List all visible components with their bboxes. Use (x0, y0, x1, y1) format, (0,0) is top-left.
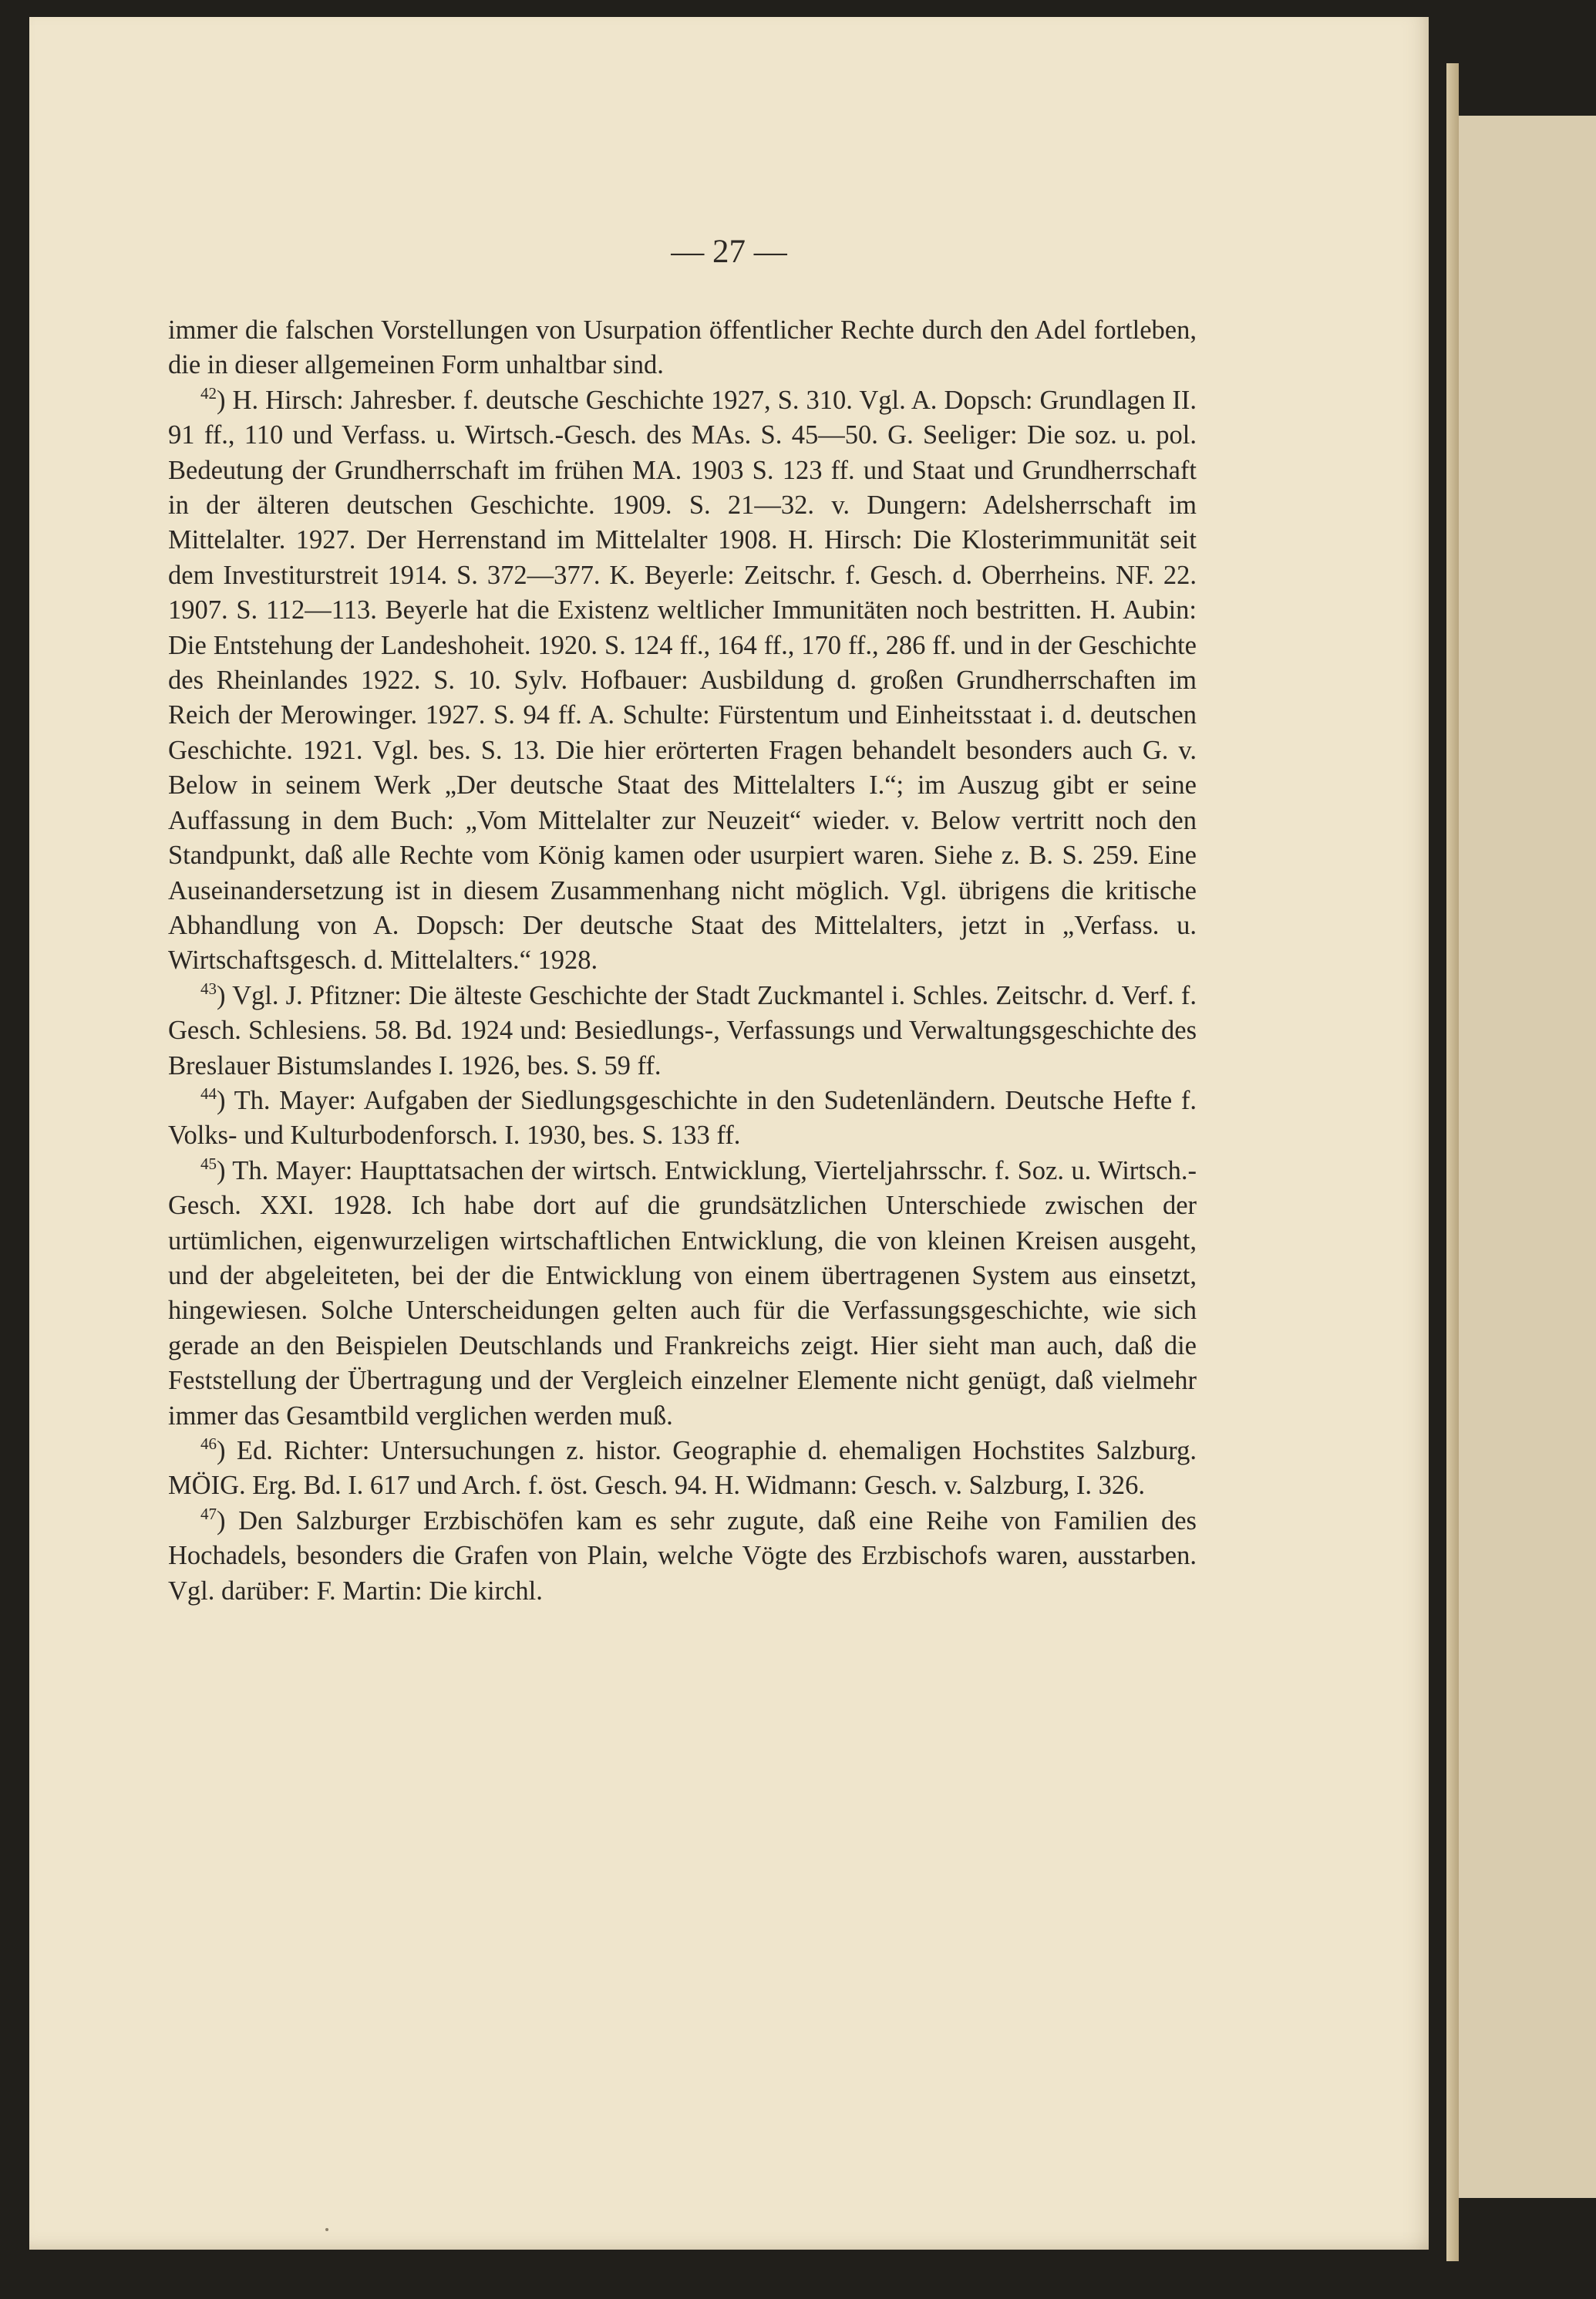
footnote-text: Ed. Richter: Untersuchungen z. histor. Geographie d. ehemaligen Hochstites Salzburg. MÖIG. Erg. Bd. I. 617 und Arch. f. öst. Gesch. 94. H. Widmann: Gesch. v. Salzburg, I. 326. (168, 1436, 1197, 1501)
footnote-number: 47 (200, 1504, 217, 1523)
footnote-number: 43 (200, 979, 217, 998)
footnote-42: $^{42}$) H. Hirsch: Jahresber. f. deutsche Geschichte 1927, S. 310. Vgl. A. Dopsch: Grundlagen II. 91 ff., 110 und Verfass. u. Wirtsch.-Gesch. des MAs. S. 45—50. G. Seeliger: Die soz. u. pol. Bedeutung der Grundherrschaft im frühen MA. 1903 S. 123 ff. und Staat und Grundherrschaft in der älteren deutschen Geschichte. 1909. S. 21—32. v. Dungern: Adelsherrschaft im Mittelalter. 1927. Der Herrenstand im Mittelalter 1908. H. Hirsch: Die Klosterimmunität seit dem Investiturstreit 1914. S. 372—377. K. Beyerle: Zeitschr. f. Gesch. d. Oberrheins. NF. 22. 1907. S. 112—113. Beyerle hat die Existenz weltlicher Immunitäten noch bestritten. H. Aubin: Die Entstehung der Landeshoheit. 1920. S. 124 ff., 164 ff., 170 ff., 286 ff. und in der Geschichte des Rheinlandes 1922. S. 10. Sylv. Hofbauer: Ausbildung d. großen Grundherrschaften im Reich der Merowinger. 1927. S. 94 ff. A. Schulte: Fürstentum und Einheitsstaat i. d. deutschen Geschichte. 1921. Vgl. bes. S. 13. Die hier erörterten Fragen behandelt besonders auch G. v. Below in seinem Werk „Der deutsche Staat des Mittelalters I.“; im Auszug gibt er seine Auffassung in dem Buch: „Vom Mittelalter zur Neuzeit“ wieder. v. Below vertritt noch den Standpunkt, daß alle Rechte vom König kamen oder usurpiert waren. Siehe z. B. S. 259. Eine Auseinandersetzung ist in diesem Zusammenhang nicht möglich. Vgl. übrigens die kritische Abhandlung von A. Dopsch: Der deutsche Staat des Mittelalters, jetzt in „Verfass. u. Wirtschaftsgesch. d. Mittelalters.“ 1928. (168, 383, 1197, 976)
page-number: — 27 — (671, 234, 787, 270)
footnote-44: $^{44}$) Th. Mayer: Aufgaben der Siedlungsgeschichte in den Sudetenländern. Deutsche Hefte f. Volks- und Kulturbodenforsch. I. 1930, bes. S. 133 ff. (168, 1084, 1197, 1151)
continuation-paragraph: immer die falschen Vorstellungen von Usurpation öffentlicher Rechte durch den Adel fortleben, die in dieser allgemeinen Form unhaltbar sind. (168, 315, 1197, 380)
back-page-edge (1450, 116, 1596, 2198)
footnote-number: 45 (200, 1154, 217, 1173)
footnote-text: Th. Mayer: Haupttatsachen der wirtsch. Entwicklung, Vierteljahrsschr. f. Soz. u. Wirtsch.-Gesch. XXI. 1928. Ich habe dort auf die grundsätzlichen Unterschiede zwischen der urtümlichen, eigenwurzeligen wirtschaftlichen Entwicklung, die von kleinen Kreisen ausgeht, und der abgeleiteten, bei der die Entwicklung von einem übertragenen System aus einsetzt, hingewiesen. Solche Unterscheidungen gelten auch für die Verfassungsgeschichte, wie sich gerade an den Beispielen Deutschlands und Frankreichs zeigt. Hier sieht man auch, daß die Feststellung der Übertragung und der Vergleich einzelner Elemente nicht genügt, daß vielmehr immer das Gesamtbild verglichen werden muß. (168, 1155, 1197, 1431)
footnote-number: 44 (200, 1084, 217, 1103)
footnote-number: 46 (200, 1434, 217, 1453)
footnote-text: Den Salzburger Erzbischöfen kam es sehr zugute, daß eine Reihe von Familien des Hochadels, besonders die Grafen von Plain, welche Vögte des Erzbischofs waren, ausstarben. Vgl. darüber: F. Martin: Die kirchl. (168, 1505, 1197, 1606)
footnote-text: Vgl. J. Pfitzner: Die älteste Geschichte der Stadt Zuckmantel i. Schles. Zeitschr. d. Verf. f. Gesch. Schlesiens. 58. Bd. 1924 und: Besiedlungs-, Verfassungs und Verwaltungsgeschichte des Breslauer Bistumslandes I. 1926, bes. S. 59 ff. (168, 980, 1197, 1080)
paper-speck (325, 2228, 328, 2231)
footnote-text-block (168, 313, 1197, 1609)
footnote-43: $^{43}$) Vgl. J. Pfitzner: Die älteste Geschichte der Stadt Zuckmantel i. Schles. Zeitschr. d. Verf. f. Gesch. Schlesiens. 58. Bd. 1924 und: Besiedlungs-, Verfassungs und Verwaltungsgeschichte des Breslauer Bistumslandes I. 1926, bes. S. 59 ff. (168, 979, 1197, 1080)
footnote-46: $^{46}$) Ed. Richter: Untersuchungen z. histor. Geographie d. ehemaligen Hochstites Salzburg. MÖIG. Erg. Bd. I. 617 und Arch. f. öst. Gesch. 94. H. Widmann: Gesch. v. Salzburg, I. 326. (168, 1434, 1197, 1501)
footnote-47: $^{47}$) Den Salzburger Erzbischöfen kam es sehr zugute, daß eine Reihe von Familien des Hochadels, besonders die Grafen von Plain, welche Vögte des Erzbischofs waren, ausstarben. Vgl. darüber: F. Martin: Die kirchl. (168, 1504, 1197, 1606)
footnote-text: Th. Mayer: Aufgaben der Siedlungsgeschichte in den Sudetenländern. Deutsche Hefte f. Volks- und Kulturbodenforsch. I. 1930, bes. S. 133 ff. (168, 1085, 1197, 1151)
page-edge-shadow (1446, 63, 1459, 2261)
footnote-45: $^{45}$) Th. Mayer: Haupttatsachen der wirtsch. Entwicklung, Vierteljahrsschr. f. Soz. u. Wirtsch.-Gesch. XXI. 1928. Ich habe dort auf die grundsätzlichen Unterschiede zwischen der urtümlichen, eigenwurzeligen wirtschaftlichen Entwicklung, die von kleinen Kreisen ausgeht, und der abgeleiteten, bei der die Entwicklung von einem übertragenen System aus einsetzt, hingewiesen. Solche Unterscheidungen gelten auch für die Verfassungsgeschichte, wie sich gerade an den Beispielen Deutschlands und Frankreichs zeigt. Hier sieht man auch, daß die Feststellung der Übertragung und der Vergleich einzelner Elemente nicht genügt, daß vielmehr immer das Gesamtbild verglichen werden muß. (168, 1154, 1197, 1431)
book-page (29, 17, 1429, 2250)
footnote-number: 42 (200, 383, 217, 403)
footnote-text: H. Hirsch: Jahresber. f. deutsche Geschichte 1927, S. 310. Vgl. A. Dopsch: Grundlagen II. 91 ff., 110 und Verfass. u. Wirtsch.-Gesch. des MAs. S. 45—50. G. Seeliger: Die soz. u. pol. Bedeutung der Grundherrschaft im frühen MA. 1903 S. 123 ff. und Staat und Grundherrschaft in der älteren deutschen Geschichte. 1909. S. 21—32. v. Dungern: Adelsherrschaft im Mittelalter. 1927. Der Herrenstand im Mittelalter 1908. H. Hirsch: Die Klosterimmunität seit dem Investiturstreit 1914. S. 372—377. K. Beyerle: Zeitschr. f. Gesch. d. Oberrheins. NF. 22. 1907. S. 112—113. Beyerle hat die Existenz weltlicher Immunitäten noch bestritten. H. Aubin: Die Entstehung der Landeshoheit. 1920. S. 124 ff., 164 ff., 170 ff., 286 ff. und in der Geschichte des Rheinlandes 1922. S. 10. Sylv. Hofbauer: Ausbildung d. großen Grundherrschaften im Reich der Merowinger. 1927. S. 94 ff. A. Schulte: Fürstentum und Einheitsstaat i. d. deutschen Geschichte. 1921. Vgl. bes. S. 13. Die hier erörterten Fragen behandelt besonders auch G. v. Below in seinem Werk „Der deutsche Staat des Mittelalters I.“; im Auszug gibt er seine Auffassung in dem Buch: „Vom Mittelalter zur Neuzeit“ wieder. v. Below vertritt noch den Standpunkt, daß alle Rechte vom König kamen oder usurpiert waren. Siehe z. B. S. 259. Eine Auseinandersetzung ist in diesem Zusammenhang nicht möglich. Vgl. übrigens die kritische Abhandlung von A. Dopsch: Der deutsche Staat des Mittelalters, jetzt in „Verfass. u. Wirtschaftsgesch. d. Mittelalters.“ 1928. (168, 385, 1197, 976)
